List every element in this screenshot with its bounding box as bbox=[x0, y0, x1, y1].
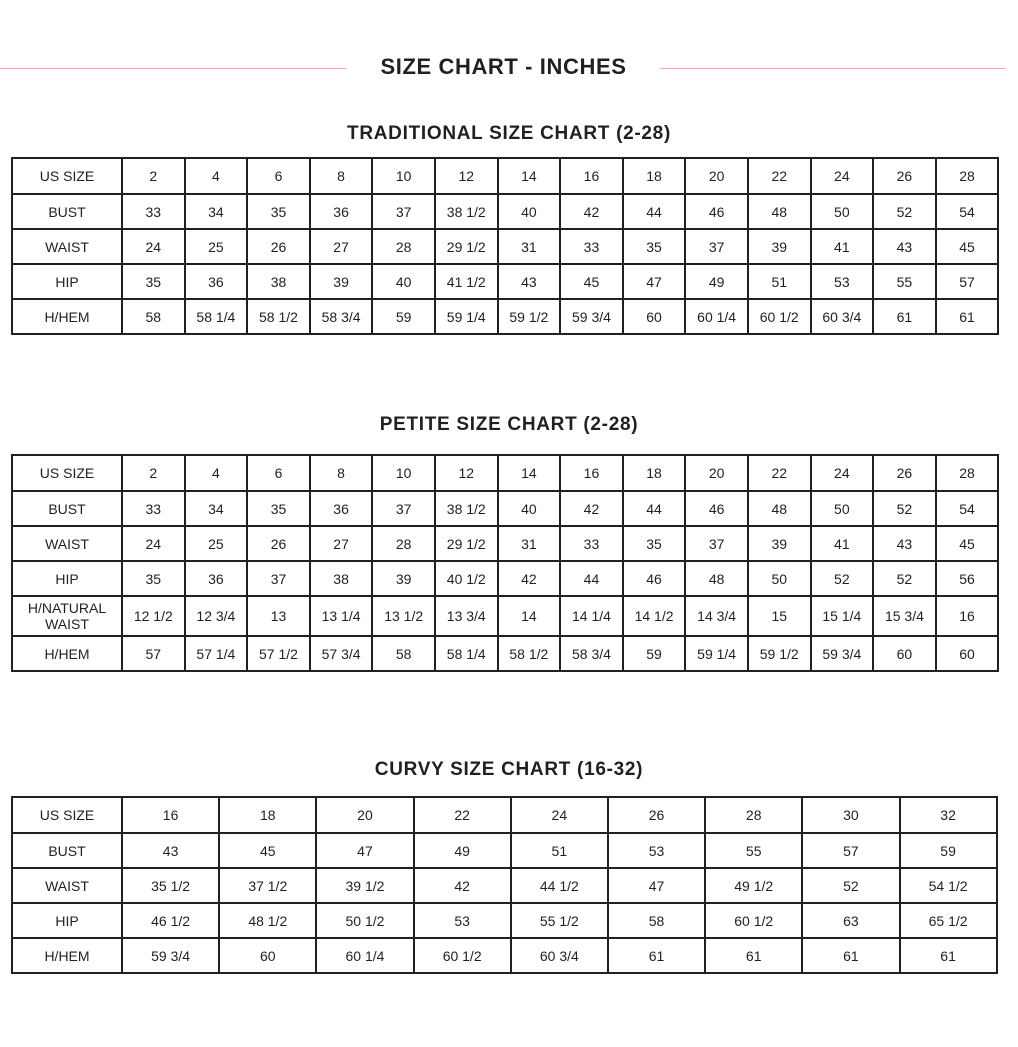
measurement-cell: 35 bbox=[623, 526, 686, 561]
measurement-cell: 14 bbox=[498, 596, 561, 636]
size-header-cell: 16 bbox=[122, 797, 219, 833]
measurement-cell: 45 bbox=[219, 833, 316, 868]
table-row bbox=[12, 868, 997, 903]
table-row bbox=[12, 264, 998, 299]
measurement-cell: 65 1/2 bbox=[900, 903, 997, 938]
measurement-cell: 57 bbox=[802, 833, 899, 868]
measurement-cell: 40 bbox=[498, 491, 561, 526]
measurement-cell: 57 1/4 bbox=[185, 636, 248, 671]
measurement-cell: 60 1/4 bbox=[316, 938, 413, 973]
measurement-cell: 58 bbox=[122, 299, 185, 334]
measurement-cell: 41 bbox=[811, 526, 874, 561]
size-header-cell: 2 bbox=[122, 158, 185, 194]
measurement-cell: 58 1/4 bbox=[185, 299, 248, 334]
size-header-cell: 10 bbox=[372, 158, 435, 194]
size-header-cell: 6 bbox=[247, 158, 310, 194]
measurement-cell: 36 bbox=[185, 264, 248, 299]
size-header-cell: 26 bbox=[608, 797, 705, 833]
measurement-cell: 58 bbox=[372, 636, 435, 671]
measurement-cell: 61 bbox=[705, 938, 802, 973]
measurement-cell: 47 bbox=[316, 833, 413, 868]
measurement-cell: 39 bbox=[310, 264, 373, 299]
measurement-cell: 34 bbox=[185, 194, 248, 229]
measurement-cell: 60 1/2 bbox=[748, 299, 811, 334]
table-row bbox=[12, 229, 998, 264]
measurement-cell: 40 bbox=[372, 264, 435, 299]
measurement-cell: 13 1/2 bbox=[372, 596, 435, 636]
measurement-cell: 39 bbox=[748, 229, 811, 264]
size-header-cell: 32 bbox=[900, 797, 997, 833]
size-header-cell: 18 bbox=[219, 797, 316, 833]
title-rule-right bbox=[660, 68, 1006, 69]
measurement-cell: 44 bbox=[623, 491, 686, 526]
row-label: HIP bbox=[12, 264, 122, 299]
row-label: HIP bbox=[12, 561, 122, 596]
table-row bbox=[12, 833, 997, 868]
size-header-cell: 20 bbox=[316, 797, 413, 833]
measurement-cell: 15 3/4 bbox=[873, 596, 936, 636]
table-row bbox=[12, 938, 997, 973]
measurement-cell: 33 bbox=[122, 491, 185, 526]
measurement-cell: 31 bbox=[498, 229, 561, 264]
measurement-cell: 58 1/4 bbox=[435, 636, 498, 671]
measurement-cell: 55 bbox=[873, 264, 936, 299]
size-header-cell: 28 bbox=[705, 797, 802, 833]
measurement-cell: 36 bbox=[185, 561, 248, 596]
measurement-cell: 14 3/4 bbox=[685, 596, 748, 636]
measurement-cell: 60 1/2 bbox=[414, 938, 511, 973]
measurement-cell: 63 bbox=[802, 903, 899, 938]
size-header-cell: 28 bbox=[936, 158, 999, 194]
measurement-cell: 25 bbox=[185, 526, 248, 561]
measurement-cell: 45 bbox=[936, 229, 999, 264]
measurement-cell: 54 bbox=[936, 194, 999, 229]
measurement-cell: 52 bbox=[873, 194, 936, 229]
measurement-cell: 28 bbox=[372, 229, 435, 264]
measurement-cell: 44 1/2 bbox=[511, 868, 608, 903]
size-header-cell: 24 bbox=[811, 158, 874, 194]
page-title: SIZE CHART - INCHES bbox=[380, 54, 627, 79]
measurement-cell: 59 1/4 bbox=[685, 636, 748, 671]
measurement-cell: 46 bbox=[685, 491, 748, 526]
measurement-cell: 39 bbox=[748, 526, 811, 561]
measurement-cell: 16 bbox=[936, 596, 999, 636]
measurement-cell: 52 bbox=[873, 561, 936, 596]
measurement-cell: 40 1/2 bbox=[435, 561, 498, 596]
size-header-cell: 28 bbox=[936, 455, 999, 491]
petite-chart-title: PETITE SIZE CHART (2-28) bbox=[379, 414, 639, 435]
size-header-cell: 22 bbox=[748, 455, 811, 491]
measurement-cell: 33 bbox=[560, 526, 623, 561]
measurement-cell: 28 bbox=[372, 526, 435, 561]
table-row bbox=[12, 299, 998, 334]
measurement-cell: 35 bbox=[247, 491, 310, 526]
traditional-size-table bbox=[11, 157, 999, 335]
measurement-cell: 37 1/2 bbox=[219, 868, 316, 903]
measurement-cell: 61 bbox=[873, 299, 936, 334]
measurement-cell: 54 bbox=[936, 491, 999, 526]
measurement-cell: 14 1/4 bbox=[560, 596, 623, 636]
size-header-cell: 8 bbox=[310, 158, 373, 194]
measurement-cell: 15 bbox=[748, 596, 811, 636]
measurement-cell: 45 bbox=[936, 526, 999, 561]
measurement-cell: 58 1/2 bbox=[247, 299, 310, 334]
measurement-cell: 60 bbox=[219, 938, 316, 973]
size-header-cell: 18 bbox=[623, 158, 686, 194]
measurement-cell: 59 1/4 bbox=[435, 299, 498, 334]
main-title-row bbox=[0, 50, 1018, 88]
measurement-cell: 24 bbox=[122, 229, 185, 264]
measurement-cell: 37 bbox=[372, 194, 435, 229]
measurement-cell: 15 1/4 bbox=[811, 596, 874, 636]
measurement-cell: 41 bbox=[811, 229, 874, 264]
measurement-cell: 36 bbox=[310, 194, 373, 229]
measurement-cell: 44 bbox=[623, 194, 686, 229]
measurement-cell: 58 3/4 bbox=[310, 299, 373, 334]
traditional-chart-title: TRADITIONAL SIZE CHART (2-28) bbox=[347, 123, 671, 144]
measurement-cell: 48 bbox=[748, 491, 811, 526]
measurement-cell: 45 bbox=[560, 264, 623, 299]
measurement-cell: 37 bbox=[685, 229, 748, 264]
measurement-cell: 42 bbox=[498, 561, 561, 596]
measurement-cell: 12 1/2 bbox=[122, 596, 185, 636]
measurement-cell: 58 3/4 bbox=[560, 636, 623, 671]
measurement-cell: 39 1/2 bbox=[316, 868, 413, 903]
measurement-cell: 60 1/4 bbox=[685, 299, 748, 334]
measurement-cell: 47 bbox=[608, 868, 705, 903]
measurement-cell: 59 1/2 bbox=[748, 636, 811, 671]
measurement-cell: 43 bbox=[873, 526, 936, 561]
size-header-cell: 6 bbox=[247, 455, 310, 491]
measurement-cell: 49 bbox=[685, 264, 748, 299]
measurement-cell: 60 bbox=[623, 299, 686, 334]
measurement-cell: 54 1/2 bbox=[900, 868, 997, 903]
measurement-cell: 26 bbox=[247, 526, 310, 561]
table-row bbox=[12, 158, 998, 194]
measurement-cell: 59 bbox=[372, 299, 435, 334]
measurement-cell: 31 bbox=[498, 526, 561, 561]
measurement-cell: 50 bbox=[811, 194, 874, 229]
row-label: BUST bbox=[12, 194, 122, 229]
measurement-cell: 35 bbox=[122, 561, 185, 596]
measurement-cell: 60 bbox=[873, 636, 936, 671]
measurement-cell: 42 bbox=[414, 868, 511, 903]
measurement-cell: 42 bbox=[560, 194, 623, 229]
measurement-cell: 44 bbox=[560, 561, 623, 596]
measurement-cell: 38 1/2 bbox=[435, 491, 498, 526]
table-row bbox=[12, 455, 998, 491]
measurement-cell: 51 bbox=[511, 833, 608, 868]
table-row bbox=[12, 903, 997, 938]
row-label: WAIST bbox=[12, 229, 122, 264]
table-row bbox=[12, 797, 997, 833]
measurement-cell: 37 bbox=[372, 491, 435, 526]
measurement-cell: 13 3/4 bbox=[435, 596, 498, 636]
table-row bbox=[12, 636, 998, 671]
measurement-cell: 53 bbox=[811, 264, 874, 299]
measurement-cell: 29 1/2 bbox=[435, 229, 498, 264]
row-label: US SIZE bbox=[12, 455, 122, 491]
measurement-cell: 35 1/2 bbox=[122, 868, 219, 903]
size-header-cell: 2 bbox=[122, 455, 185, 491]
measurement-cell: 41 1/2 bbox=[435, 264, 498, 299]
measurement-cell: 59 3/4 bbox=[560, 299, 623, 334]
measurement-cell: 50 bbox=[811, 491, 874, 526]
row-label: H/HEM bbox=[12, 636, 122, 671]
size-header-cell: 24 bbox=[511, 797, 608, 833]
measurement-cell: 52 bbox=[873, 491, 936, 526]
measurement-cell: 61 bbox=[608, 938, 705, 973]
measurement-cell: 37 bbox=[685, 526, 748, 561]
size-header-cell: 20 bbox=[685, 158, 748, 194]
measurement-cell: 57 3/4 bbox=[310, 636, 373, 671]
measurement-cell: 29 1/2 bbox=[435, 526, 498, 561]
measurement-cell: 60 1/2 bbox=[705, 903, 802, 938]
measurement-cell: 50 bbox=[748, 561, 811, 596]
measurement-cell: 59 3/4 bbox=[811, 636, 874, 671]
measurement-cell: 39 bbox=[372, 561, 435, 596]
table-row bbox=[12, 526, 998, 561]
size-header-cell: 24 bbox=[811, 455, 874, 491]
table-row bbox=[12, 561, 998, 596]
measurement-cell: 56 bbox=[936, 561, 999, 596]
measurement-cell: 38 1/2 bbox=[435, 194, 498, 229]
measurement-cell: 38 bbox=[247, 264, 310, 299]
measurement-cell: 26 bbox=[247, 229, 310, 264]
measurement-cell: 52 bbox=[802, 868, 899, 903]
size-header-cell: 12 bbox=[435, 455, 498, 491]
measurement-cell: 46 bbox=[685, 194, 748, 229]
size-header-cell: 22 bbox=[414, 797, 511, 833]
measurement-cell: 12 3/4 bbox=[185, 596, 248, 636]
size-header-cell: 14 bbox=[498, 455, 561, 491]
measurement-cell: 55 bbox=[705, 833, 802, 868]
measurement-cell: 42 bbox=[560, 491, 623, 526]
row-label: H/HEM bbox=[12, 299, 122, 334]
measurement-cell: 36 bbox=[310, 491, 373, 526]
measurement-cell: 34 bbox=[185, 491, 248, 526]
measurement-cell: 61 bbox=[802, 938, 899, 973]
size-header-cell: 8 bbox=[310, 455, 373, 491]
measurement-cell: 33 bbox=[122, 194, 185, 229]
measurement-cell: 50 1/2 bbox=[316, 903, 413, 938]
size-header-cell: 16 bbox=[560, 455, 623, 491]
size-header-cell: 16 bbox=[560, 158, 623, 194]
measurement-cell: 40 bbox=[498, 194, 561, 229]
title-rule-left bbox=[0, 68, 347, 69]
measurement-cell: 60 3/4 bbox=[511, 938, 608, 973]
measurement-cell: 53 bbox=[608, 833, 705, 868]
measurement-cell: 47 bbox=[623, 264, 686, 299]
measurement-cell: 55 1/2 bbox=[511, 903, 608, 938]
measurement-cell: 49 bbox=[414, 833, 511, 868]
measurement-cell: 58 1/2 bbox=[498, 636, 561, 671]
table-row bbox=[12, 491, 998, 526]
row-label: H/HEM bbox=[12, 938, 122, 973]
measurement-cell: 48 bbox=[748, 194, 811, 229]
table-row bbox=[12, 194, 998, 229]
measurement-cell: 48 1/2 bbox=[219, 903, 316, 938]
row-label: US SIZE bbox=[12, 158, 122, 194]
measurement-cell: 57 bbox=[936, 264, 999, 299]
measurement-cell: 58 bbox=[608, 903, 705, 938]
measurement-cell: 59 3/4 bbox=[122, 938, 219, 973]
measurement-cell: 35 bbox=[623, 229, 686, 264]
size-header-cell: 12 bbox=[435, 158, 498, 194]
size-header-cell: 22 bbox=[748, 158, 811, 194]
size-header-cell: 14 bbox=[498, 158, 561, 194]
measurement-cell: 35 bbox=[247, 194, 310, 229]
row-label: H/NATURAL WAIST bbox=[12, 596, 122, 636]
measurement-cell: 57 bbox=[122, 636, 185, 671]
size-header-cell: 30 bbox=[802, 797, 899, 833]
measurement-cell: 25 bbox=[185, 229, 248, 264]
measurement-cell: 46 1/2 bbox=[122, 903, 219, 938]
size-header-cell: 20 bbox=[685, 455, 748, 491]
measurement-cell: 38 bbox=[310, 561, 373, 596]
measurement-cell: 61 bbox=[936, 299, 999, 334]
measurement-cell: 61 bbox=[900, 938, 997, 973]
size-header-cell: 26 bbox=[873, 158, 936, 194]
measurement-cell: 24 bbox=[122, 526, 185, 561]
measurement-cell: 43 bbox=[498, 264, 561, 299]
measurement-cell: 51 bbox=[748, 264, 811, 299]
measurement-cell: 59 bbox=[623, 636, 686, 671]
measurement-cell: 14 1/2 bbox=[623, 596, 686, 636]
size-header-cell: 26 bbox=[873, 455, 936, 491]
measurement-cell: 27 bbox=[310, 526, 373, 561]
measurement-cell: 53 bbox=[414, 903, 511, 938]
measurement-cell: 60 bbox=[936, 636, 999, 671]
size-header-cell: 4 bbox=[185, 455, 248, 491]
row-label: BUST bbox=[12, 491, 122, 526]
measurement-cell: 35 bbox=[122, 264, 185, 299]
size-header-cell: 4 bbox=[185, 158, 248, 194]
row-label: BUST bbox=[12, 833, 122, 868]
measurement-cell: 52 bbox=[811, 561, 874, 596]
curvy-size-table bbox=[11, 796, 998, 974]
table-row bbox=[12, 596, 998, 636]
measurement-cell: 48 bbox=[685, 561, 748, 596]
row-label: US SIZE bbox=[12, 797, 122, 833]
petite-size-table bbox=[11, 454, 999, 672]
size-header-cell: 18 bbox=[623, 455, 686, 491]
curvy-chart-title: CURVY SIZE CHART (16-32) bbox=[374, 759, 644, 780]
measurement-cell: 59 1/2 bbox=[498, 299, 561, 334]
measurement-cell: 46 bbox=[623, 561, 686, 596]
measurement-cell: 13 bbox=[247, 596, 310, 636]
measurement-cell: 37 bbox=[247, 561, 310, 596]
row-label: WAIST bbox=[12, 526, 122, 561]
size-header-cell: 10 bbox=[372, 455, 435, 491]
measurement-cell: 33 bbox=[560, 229, 623, 264]
row-label: WAIST bbox=[12, 868, 122, 903]
measurement-cell: 43 bbox=[873, 229, 936, 264]
measurement-cell: 60 3/4 bbox=[811, 299, 874, 334]
measurement-cell: 27 bbox=[310, 229, 373, 264]
measurement-cell: 59 bbox=[900, 833, 997, 868]
measurement-cell: 57 1/2 bbox=[247, 636, 310, 671]
row-label: HIP bbox=[12, 903, 122, 938]
measurement-cell: 43 bbox=[122, 833, 219, 868]
measurement-cell: 13 1/4 bbox=[310, 596, 373, 636]
measurement-cell: 49 1/2 bbox=[705, 868, 802, 903]
